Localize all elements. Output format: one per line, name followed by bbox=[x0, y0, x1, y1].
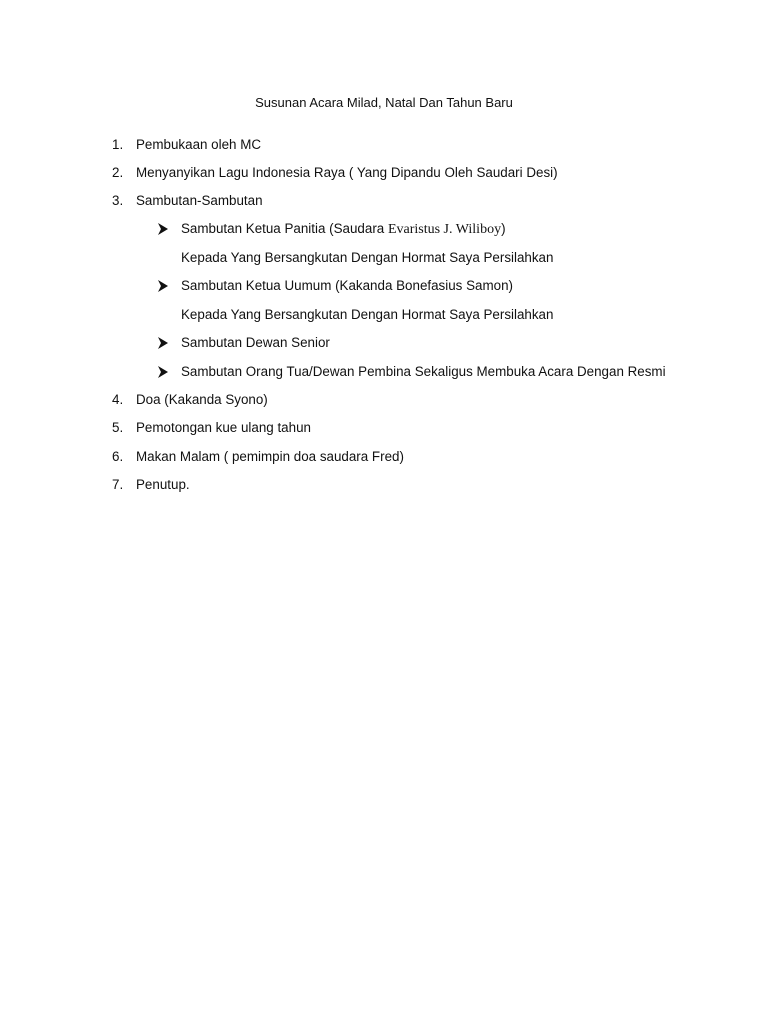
arrowhead-bullet-icon bbox=[158, 220, 172, 238]
list-number: 4. bbox=[112, 392, 124, 407]
arrowhead-bullet-icon bbox=[158, 277, 172, 295]
list-item-text: Doa (Kakanda Syono) bbox=[136, 392, 268, 407]
arrowhead-bullet-icon bbox=[158, 363, 172, 381]
list-number: 5. bbox=[112, 420, 124, 435]
arrowhead-bullet-icon bbox=[158, 334, 172, 352]
list-number: 6. bbox=[112, 449, 124, 464]
list-number: 7. bbox=[112, 477, 124, 492]
sub-item-text-suffix: ) bbox=[501, 221, 506, 236]
sub-item-text bbox=[181, 220, 506, 239]
list-number: 3. bbox=[112, 193, 124, 208]
sub-item-note-text: Kepada Yang Bersangkutan Dengan Hormat Saya Persilahkan bbox=[181, 307, 554, 322]
sub-item-name: Evaristus J. Wiliboy bbox=[387, 222, 502, 237]
list-item-text: Pembukaan oleh MC bbox=[136, 137, 262, 152]
sub-item-text: Sambutan Dewan Senior bbox=[181, 335, 330, 350]
list-item-text: Makan Malam ( pemimpin doa saudara Fred) bbox=[136, 449, 404, 464]
sub-item-text-prefix: Sambutan Ketua Panitia (Saudara bbox=[181, 221, 388, 236]
list-item-text: Sambutan-Sambutan bbox=[136, 193, 263, 208]
sub-item-note-text: Kepada Yang Bersangkutan Dengan Hormat Saya Persilahkan bbox=[181, 250, 554, 265]
list-item-text: Penutup. bbox=[136, 477, 190, 492]
list-item-text: Menyanyikan Lagu Indonesia Raya ( Yang Dipandu Oleh Saudari Desi) bbox=[136, 165, 558, 180]
list-number: 2. bbox=[112, 165, 124, 180]
list-item-text: Pemotongan kue ulang tahun bbox=[136, 420, 311, 435]
list-number: 1. bbox=[112, 137, 124, 152]
document-title: Susunan Acara Milad, Natal Dan Tahun Baru bbox=[255, 95, 513, 110]
sub-item-text: Sambutan Ketua Uumum (Kakanda Bonefasius Samon) bbox=[181, 278, 513, 293]
sub-item-text: Sambutan Orang Tua/Dewan Pembina Sekaligus Membuka Acara Dengan Resmi bbox=[181, 364, 666, 379]
